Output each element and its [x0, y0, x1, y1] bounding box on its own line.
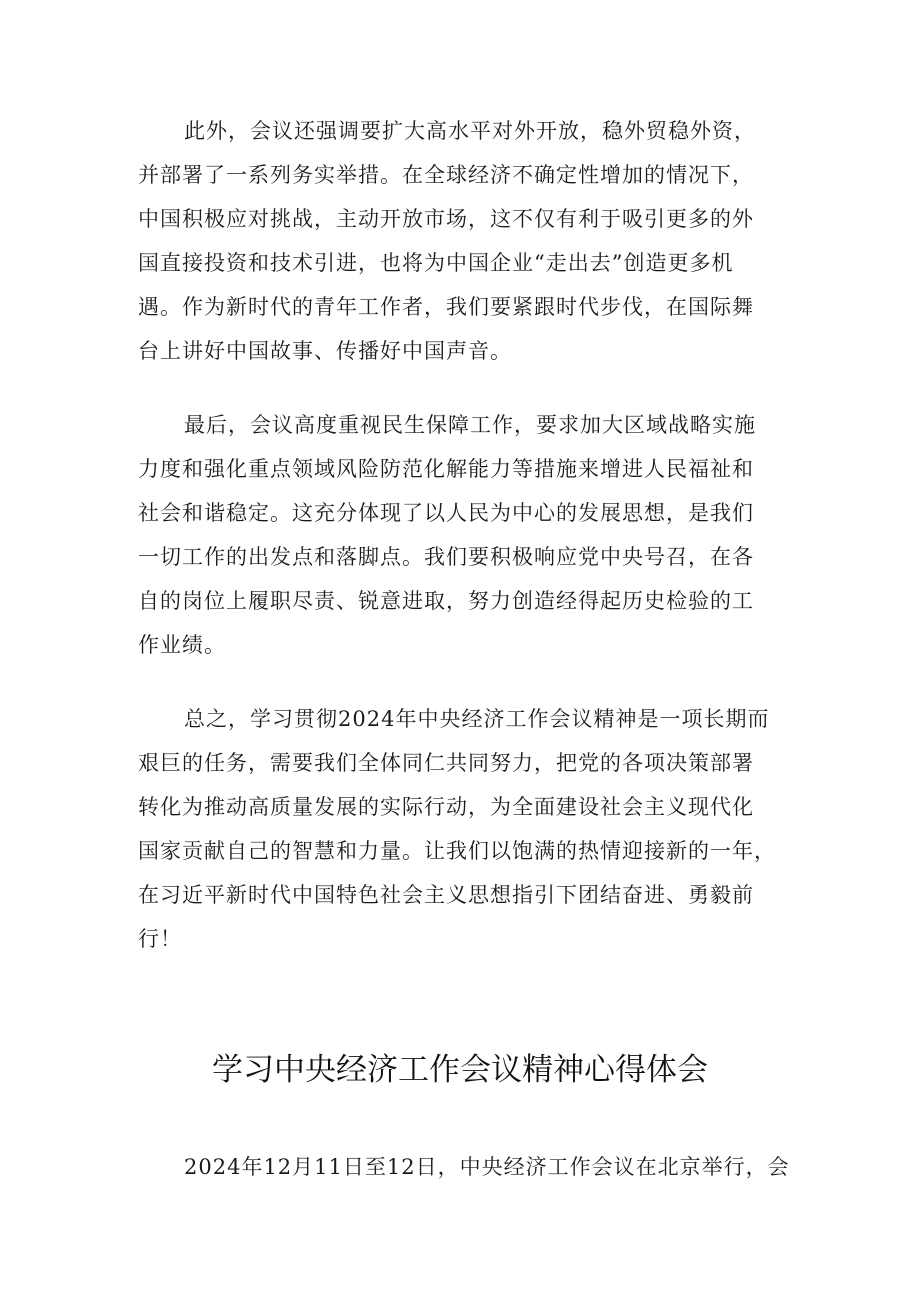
- paragraph-line: 国家贡献自己的智慧和力量。让我们以饱满的热情迎接新的一年，: [138, 839, 776, 863]
- paragraph-open-up: [138, 109, 790, 373]
- paragraph-line: 此外，会议还强调要扩大高水平对外开放，稳外贸稳外资，: [184, 119, 756, 143]
- paragraph-line: 国直接投资和技术引进，也将为中国企业“走出去”创造更多机: [138, 251, 734, 275]
- paragraph-line: 转化为推动高质量发展的实际行动，为全面建设社会主义现代化: [138, 795, 754, 819]
- paragraph-intro: [138, 1145, 790, 1189]
- paragraph-line: 中国积极应对挑战，主动开放市场，这不仅有利于吸引更多的外: [138, 207, 754, 231]
- paragraph-line: 力度和强化重点领域风险防范化解能力等措施来增进人民福祉和: [138, 457, 754, 481]
- paragraph-line: 社会和谐稳定。这充分体现了以人民为中心的发展思想，是我们: [138, 501, 754, 525]
- paragraph-line: 2024年12月11日至12日，中央经济工作会议在北京举行，会: [184, 1155, 790, 1179]
- paragraph-line: 最后，会议高度重视民生保障工作，要求加大区域战略实施: [184, 413, 756, 437]
- paragraph-line: 一切工作的出发点和落脚点。我们要积极响应党中央号召，在各: [138, 545, 754, 569]
- paragraph-line: 在习近平新时代中国特色社会主义思想指引下团结奋进、勇毅前: [138, 883, 754, 907]
- paragraph-line: 遇。作为新时代的青年工作者，我们要紧跟时代步伐，在国际舞: [138, 295, 754, 319]
- paragraph-conclusion: [138, 697, 790, 961]
- paragraph-line: 自的岗位上履职尽责、锐意进取，努力创造经得起历史检验的工: [138, 589, 754, 613]
- article-title: 学习中央经济工作会议精神心得体会: [212, 1052, 708, 1088]
- paragraph-livelihood: [138, 403, 790, 667]
- paragraph-line: 艰巨的任务，需要我们全体同仁共同努力，把党的各项决策部署: [138, 751, 754, 775]
- paragraph-line: 总之，学习贯彻2024年中央经济工作会议精神是一项长期而: [184, 707, 770, 731]
- paragraph-line: 行！: [138, 927, 182, 951]
- paragraph-line: 并部署了一系列务实举措。在全球经济不确定性增加的情况下，: [138, 163, 754, 187]
- paragraph-line: 台上讲好中国故事、传播好中国声音。: [138, 339, 512, 363]
- paragraph-line: 作业绩。: [138, 633, 226, 657]
